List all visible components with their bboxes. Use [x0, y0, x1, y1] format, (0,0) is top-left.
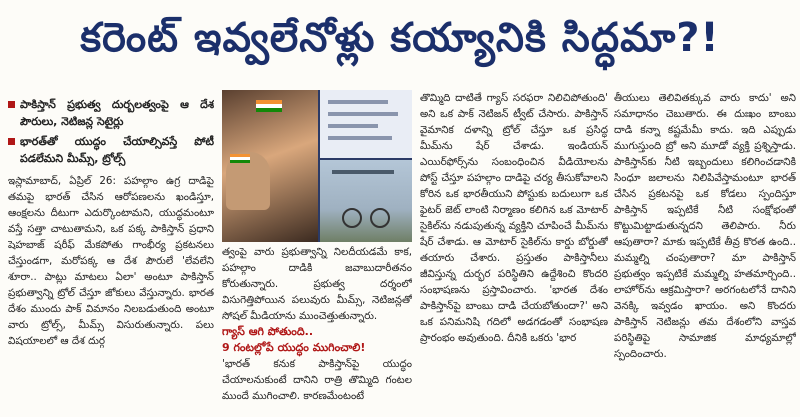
photo-left-panel	[222, 90, 318, 242]
text-line	[332, 170, 394, 174]
meme-collage-photo	[222, 90, 412, 242]
bullet-text: పాకిస్తాన్ ప్రభుత్వ దుర్బలత్వంపై ఆ దేశ పౌరులు, నెటిజన్ల సెటైర్లు	[20, 98, 214, 128]
cycle-meme-image	[320, 160, 412, 242]
wheel-graphic	[370, 208, 390, 228]
tweet-screenshot	[320, 90, 412, 158]
headline: కరెంట్ ఇవ్వలేనోళ్లు కయ్యానికి సిద్ధమా?!	[80, 15, 720, 61]
summary-bullet	[8, 133, 214, 167]
bullet-text: భారత్‌తో యుద్ధం చేయాల్సివస్తే పోటీ పడలేమని మీమ్స్, ట్రోల్స్	[20, 135, 214, 165]
column-4	[614, 90, 796, 417]
column-1	[8, 96, 214, 417]
subheading: 9 గంటల్లోపే యుద్ధం ముగించాలి!	[222, 341, 366, 354]
article-body-2b: 'భారత్ కనుక పాకిస్తాన్‌పై యుద్ధం చేయాలనుకుంటే దానిని రాత్రి తొమ్మిది గంటల ముందే ముగించాలి. కారణమేంటంటే	[222, 358, 412, 402]
subheading: గ్యాస్ ఆగి పోతుంది..	[222, 325, 314, 338]
column-2	[222, 244, 412, 417]
text-line	[328, 100, 388, 104]
bullet-marker	[8, 138, 15, 145]
flag-graphic	[230, 154, 250, 163]
text-line	[328, 136, 392, 140]
summary-bullet	[8, 96, 214, 130]
text-line	[328, 124, 378, 128]
article-body-1: ఇస్లామాబాద్, ఏప్రిల్ 26: పహల్గాం ఉగ్ర దాడిపై తమపై భారత్ చేసిన ఆరోపణలను ఖండిస్తూ, ఆంక్షలను దీటుగా ఎదుర్కొంటామని, యుద్ధమంటూ వస్తే సత్తా చాటుతామని, ఒక పక్క పాకిస్తాన్ ప్రధాని షెహబాజ్ షరీఫ్ మేకపోతు గాంభీర్య ప్రకటనలు చేస్తుండగా, మరోపక్క ఆ దేశ పౌరులే 'లేవలేని శూరా.. పాట్లు మాటలు ఏలా' అంటూ పాకిస్తాన్ ప్రభుత్వాన్ని ట్రోల్ చేస్తూ జోకులు వేస్తున్నారు. భారత దేశం ముందు పాక్ విమానం నిలబడుతుంది అంటూ వారు ట్రోల్స్, మీమ్స్ విసురుతున్నారు. పలు విషయాలలో ఆ దేశ దుర్గ	[8, 175, 214, 347]
column-3	[420, 90, 608, 417]
article-body-3: తొమ్మిది దాటితే గ్యాస్ సరఫరా నిలిచిపోతుంది' అని ఒక పాక్ నెటిజన్ ట్వీట్ చేసారు. పాకిస్తాన్ వైమానిక దళాన్ని ట్రోల్ చేస్తూ ఒక ప్రసిద్ధ మీమ్‌ను షేర్ చేశాడు. ఇండియన్ ఎయిర్‌ఫోర్స్‌ను సంబంధించిన వీడియోలను పోస్ట్ చేస్తూ పహల్గాం దాడిపై చర్య తీసుకోవాలని కోరిన ఒక భారతీయుని పోస్టుకు బదులుగా ఒక ఫైటర్ జెట్ లాంటి నిర్మాణం కలిగిన ఒక మోటార్ సైకిల్‌ను నడుపుతున్న వ్యక్తిని చూపించే మీమ్‌ను షేర్ చేశాడు. ఆ మోటార్ సైకిల్‌ను కార్డు బోర్డుతో తయారు చేశారు. ప్రస్తుతం పాకిస్తానీలు జీవిస్తున్న దుర్భర పరిస్థితిని ఉద్దేశించి కొందరి సంభాషణను ప్రస్తావించారు. 'భారత దేశం పాకిస్తాన్‌పై బాంబు దాడి చేయబోతుందా?' అని ఒక పనిమనిషి గదిలో అడగడంతో సంభాషణ ప్రారంభం అవుతుంది. దీనికి ఒకరు 'భార	[420, 92, 608, 344]
article-body-2: త్వంపై వారు ప్రభుత్వాన్ని నిలదీయడమే కాక, పహల్గాం దాడికి జవాబుదారీతనం కోరుతున్నారు. ప్రభుత్వ దర్శంలో విసుగెత్తిపోయిన పలువురు మీమ్స్, నెటిజన్లతో సోషల్ మీడియాను ముంచెత్తుతున్నారు.	[222, 246, 412, 322]
article-body-4: తీయులు తెలివితక్కువ వారు కాదు' అని సమాధానం చెబుతారు. ఈ దుఃఖం బాంబు దాడి కన్నా కష్టమేమీ కాదు. ఇది ఎప్పుడు ముగుస్తుంది బ్రో అని మూడో వ్యక్తి ప్రశ్నిస్తాడు. పాకిస్తాన్‌కు నీటి ఇబ్బందులు కలిగించడానికి సింధూ జలాలను నిలిపివేస్తామంటూ భారత్ చేసిన ప్రకటనపై ఒక కోడలు స్పందిస్తూ పాకిస్తాన్ ఇప్పటికే నీటి సంక్షోభంతో కొట్టుమిట్టాడుతున్నదని తెలిపారు. నీరు ఆపుతారా? మాకు ఇప్పటికే తీవ్ర కొరత ఉంది.. మమ్మల్ని చంపుతారా? మా పాకిస్తాన్ ప్రభుత్వం ఇప్పటికే మమ్మల్ని హతమార్చింది.. లాహోర్‌ను ఆక్రమిస్తారా? అరగంటలోనే దానిని వెనక్కి ఇవ్వడం ఖాయం. అని కొందరు పాకిస్తాన్ నెటిజన్లు తమ దేశంలోని వాస్తవ పరిస్థితిపై సామాజిక మాధ్యమాల్లో స్పందించారు.	[614, 92, 796, 360]
flag-graphic	[256, 100, 282, 112]
text-line	[328, 112, 398, 116]
wheel-graphic	[342, 208, 362, 228]
bullet-marker	[8, 101, 15, 108]
